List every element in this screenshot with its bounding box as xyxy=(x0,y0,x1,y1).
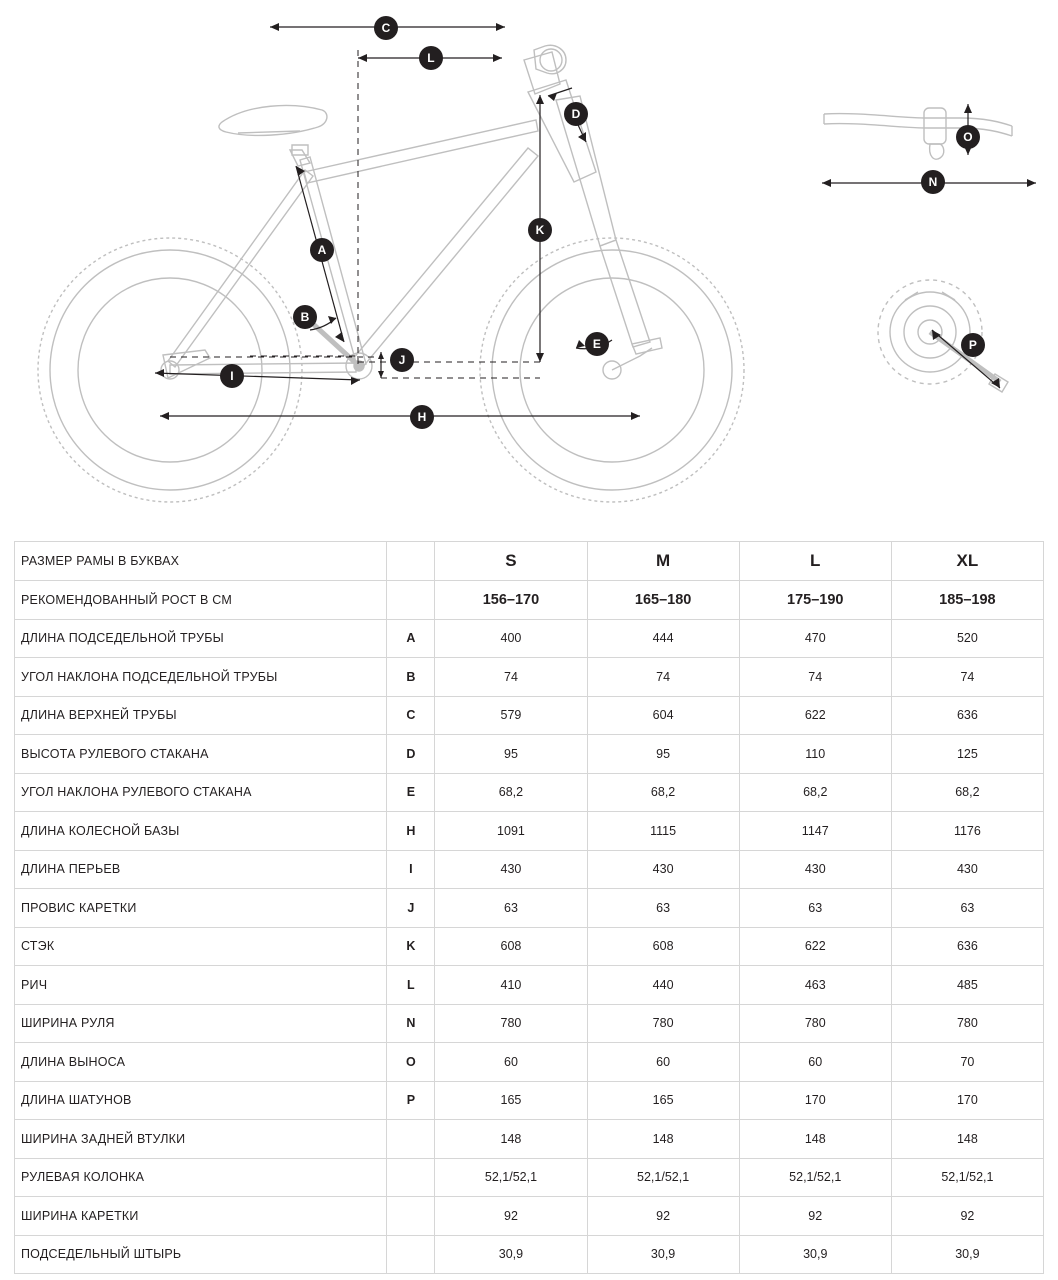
cell-s: 156–170 xyxy=(435,581,587,620)
cell-xl: 52,1/52,1 xyxy=(891,1158,1043,1197)
cell-s: 60 xyxy=(435,1043,587,1082)
table-row xyxy=(15,1043,1044,1082)
cell-l: 780 xyxy=(739,1004,891,1043)
row-letter: K xyxy=(387,927,435,966)
row-label: ДЛИНА ВЫНОСА xyxy=(15,1043,387,1082)
row-label: РУЛЕВАЯ КОЛОНКА xyxy=(15,1158,387,1197)
cell-m: 30,9 xyxy=(587,1235,739,1274)
table-row xyxy=(15,1158,1044,1197)
cell-s: 68,2 xyxy=(435,773,587,812)
cell-s: 780 xyxy=(435,1004,587,1043)
cell-xl: 68,2 xyxy=(891,773,1043,812)
cell-xl: 520 xyxy=(891,619,1043,658)
cell-l: 148 xyxy=(739,1120,891,1159)
cell-m: M xyxy=(587,542,739,581)
dimension-badge-h: H xyxy=(410,405,434,429)
cell-l: 68,2 xyxy=(739,773,891,812)
cell-l: 622 xyxy=(739,927,891,966)
dimension-badge-o: O xyxy=(956,125,980,149)
row-letter: C xyxy=(387,696,435,735)
cell-l: 92 xyxy=(739,1197,891,1236)
row-letter: A xyxy=(387,619,435,658)
dimension-badge-k: K xyxy=(528,218,552,242)
cell-s: 165 xyxy=(435,1081,587,1120)
row-letter xyxy=(387,1120,435,1159)
table-row xyxy=(15,1081,1044,1120)
table-row xyxy=(15,735,1044,774)
cell-l: L xyxy=(739,542,891,581)
cell-s: 52,1/52,1 xyxy=(435,1158,587,1197)
table-row xyxy=(15,889,1044,928)
row-letter: P xyxy=(387,1081,435,1120)
cell-xl: 125 xyxy=(891,735,1043,774)
cell-m: 165–180 xyxy=(587,581,739,620)
table-row xyxy=(15,696,1044,735)
row-letter: H xyxy=(387,812,435,851)
row-letter: N xyxy=(387,1004,435,1043)
cell-s: 30,9 xyxy=(435,1235,587,1274)
row-label: УГОЛ НАКЛОНА ПОДСЕДЕЛЬНОЙ ТРУБЫ xyxy=(15,658,387,697)
row-label: ШИРИНА КАРЕТКИ xyxy=(15,1197,387,1236)
table-row xyxy=(15,1235,1044,1274)
row-label: ПРОВИС КАРЕТКИ xyxy=(15,889,387,928)
cell-xl: 1176 xyxy=(891,812,1043,851)
row-letter: I xyxy=(387,850,435,889)
row-label: ВЫСОТА РУЛЕВОГО СТАКАНА xyxy=(15,735,387,774)
dimension-badge-i: I xyxy=(220,364,244,388)
cell-m: 780 xyxy=(587,1004,739,1043)
table-row xyxy=(15,542,1044,581)
cell-xl: 485 xyxy=(891,966,1043,1005)
row-label: ПОДСЕДЕЛЬНЫЙ ШТЫРЬ xyxy=(15,1235,387,1274)
dimension-badge-d: D xyxy=(564,102,588,126)
cell-xl: 63 xyxy=(891,889,1043,928)
cell-xl: 430 xyxy=(891,850,1043,889)
row-label: РАЗМЕР РАМЫ В БУКВАХ xyxy=(15,542,387,581)
row-label: ДЛИНА КОЛЕСНОЙ БАЗЫ xyxy=(15,812,387,851)
cell-s: 95 xyxy=(435,735,587,774)
geometry-table xyxy=(14,541,1044,1274)
row-label: СТЭК xyxy=(15,927,387,966)
cell-m: 165 xyxy=(587,1081,739,1120)
cell-l: 470 xyxy=(739,619,891,658)
table-row xyxy=(15,812,1044,851)
cell-m: 444 xyxy=(587,619,739,658)
cell-l: 60 xyxy=(739,1043,891,1082)
cell-xl: 148 xyxy=(891,1120,1043,1159)
cell-xl: 30,9 xyxy=(891,1235,1043,1274)
row-letter xyxy=(387,542,435,581)
row-letter: L xyxy=(387,966,435,1005)
cell-s: 430 xyxy=(435,850,587,889)
row-label: УГОЛ НАКЛОНА РУЛЕВОГО СТАКАНА xyxy=(15,773,387,812)
dimension-badge-e: E xyxy=(585,332,609,356)
row-label: ШИРИНА ЗАДНЕЙ ВТУЛКИ xyxy=(15,1120,387,1159)
dimension-badge-c: C xyxy=(374,16,398,40)
cell-l: 170 xyxy=(739,1081,891,1120)
cell-s: 148 xyxy=(435,1120,587,1159)
cell-l: 110 xyxy=(739,735,891,774)
cell-xl: 92 xyxy=(891,1197,1043,1236)
table-row xyxy=(15,1120,1044,1159)
cell-xl: XL xyxy=(891,542,1043,581)
table-row xyxy=(15,1197,1044,1236)
cell-s: 400 xyxy=(435,619,587,658)
cell-m: 74 xyxy=(587,658,739,697)
cell-s: S xyxy=(435,542,587,581)
dimension-badge-b: B xyxy=(293,305,317,329)
cell-xl: 636 xyxy=(891,696,1043,735)
cell-l: 30,9 xyxy=(739,1235,891,1274)
table-row xyxy=(15,850,1044,889)
cell-s: 579 xyxy=(435,696,587,735)
table-row xyxy=(15,966,1044,1005)
cell-l: 430 xyxy=(739,850,891,889)
row-letter: D xyxy=(387,735,435,774)
cell-m: 608 xyxy=(587,927,739,966)
dimension-badge-j: J xyxy=(390,348,414,372)
table-row xyxy=(15,927,1044,966)
bike-diagram-svg xyxy=(0,0,1058,525)
row-letter xyxy=(387,581,435,620)
cell-m: 440 xyxy=(587,966,739,1005)
row-letter: B xyxy=(387,658,435,697)
row-label: ДЛИНА ШАТУНОВ xyxy=(15,1081,387,1120)
dimension-badge-n: N xyxy=(921,170,945,194)
geometry-table-wrap xyxy=(14,541,1044,1274)
bike-geometry-diagram xyxy=(0,0,1058,525)
cell-s: 74 xyxy=(435,658,587,697)
cell-s: 410 xyxy=(435,966,587,1005)
table-row xyxy=(15,1004,1044,1043)
row-label: РИЧ xyxy=(15,966,387,1005)
row-label: ШИРИНА РУЛЯ xyxy=(15,1004,387,1043)
cell-m: 92 xyxy=(587,1197,739,1236)
row-label: ДЛИНА ПЕРЬЕВ xyxy=(15,850,387,889)
table-row xyxy=(15,773,1044,812)
cell-xl: 74 xyxy=(891,658,1043,697)
row-label: ДЛИНА ПОДСЕДЕЛЬНОЙ ТРУБЫ xyxy=(15,619,387,658)
row-letter: J xyxy=(387,889,435,928)
table-row xyxy=(15,581,1044,620)
cell-l: 622 xyxy=(739,696,891,735)
cell-s: 608 xyxy=(435,927,587,966)
dimension-badge-p: P xyxy=(961,333,985,357)
cell-l: 63 xyxy=(739,889,891,928)
cell-l: 52,1/52,1 xyxy=(739,1158,891,1197)
table-row xyxy=(15,658,1044,697)
cell-l: 175–190 xyxy=(739,581,891,620)
row-label: ДЛИНА ВЕРХНЕЙ ТРУБЫ xyxy=(15,696,387,735)
row-letter xyxy=(387,1235,435,1274)
cell-xl: 636 xyxy=(891,927,1043,966)
cell-m: 430 xyxy=(587,850,739,889)
cell-m: 63 xyxy=(587,889,739,928)
cell-l: 74 xyxy=(739,658,891,697)
cell-m: 148 xyxy=(587,1120,739,1159)
cell-m: 60 xyxy=(587,1043,739,1082)
cell-xl: 780 xyxy=(891,1004,1043,1043)
cell-m: 604 xyxy=(587,696,739,735)
cell-s: 1091 xyxy=(435,812,587,851)
cell-m: 1115 xyxy=(587,812,739,851)
cell-s: 92 xyxy=(435,1197,587,1236)
row-letter: E xyxy=(387,773,435,812)
geometry-table-body xyxy=(15,542,1044,1274)
dimension-badge-a: A xyxy=(310,238,334,262)
cell-m: 95 xyxy=(587,735,739,774)
row-letter xyxy=(387,1197,435,1236)
cell-s: 63 xyxy=(435,889,587,928)
dimension-badge-l: L xyxy=(419,46,443,70)
cell-xl: 170 xyxy=(891,1081,1043,1120)
table-row xyxy=(15,619,1044,658)
row-label: РЕКОМЕНДОВАННЫЙ РОСТ В СМ xyxy=(15,581,387,620)
cell-m: 68,2 xyxy=(587,773,739,812)
cell-xl: 185–198 xyxy=(891,581,1043,620)
cell-l: 1147 xyxy=(739,812,891,851)
row-letter xyxy=(387,1158,435,1197)
cell-l: 463 xyxy=(739,966,891,1005)
cell-xl: 70 xyxy=(891,1043,1043,1082)
row-letter: O xyxy=(387,1043,435,1082)
cell-m: 52,1/52,1 xyxy=(587,1158,739,1197)
